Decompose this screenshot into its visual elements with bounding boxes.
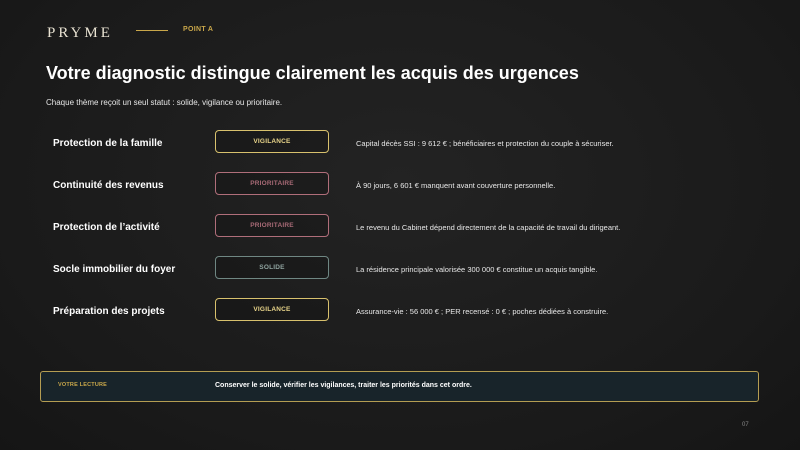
status-badge: VIGILANCE <box>215 130 329 153</box>
diagnostic-row <box>0 256 800 286</box>
row-description: À 90 jours, 6 601 € manquent avant couverture personnelle. <box>356 181 556 190</box>
section-label: POINT A <box>183 26 214 33</box>
page-subtitle: Chaque thème reçoit un seul statut : solide, vigilance ou prioritaire. <box>46 98 283 107</box>
row-description: Assurance-vie : 56 000 € ; PER recensé : 0 € ; poches dédiées à construire. <box>356 307 609 316</box>
row-theme: Préparation des projets <box>53 306 165 317</box>
section-divider <box>136 30 168 31</box>
status-badge: PRIORITAIRE <box>215 172 329 195</box>
page-title: Votre diagnostic distingue clairement les acquis des urgences <box>46 63 579 83</box>
reading-text: Conserver le solide, vérifier les vigilances, traiter les priorités dans cet ordre. <box>215 382 472 389</box>
diagnostic-row <box>0 172 800 202</box>
brand-logo: PRYME <box>47 25 113 41</box>
diagnostic-row <box>0 298 800 328</box>
status-badge: VIGILANCE <box>215 298 329 321</box>
row-description: La résidence principale valorisée 300 000 € constitue un acquis tangible. <box>356 265 598 274</box>
row-theme: Protection de la famille <box>53 138 163 149</box>
diagnostic-row <box>0 130 800 160</box>
reading-callout <box>40 371 759 402</box>
diagnostic-row <box>0 214 800 244</box>
status-badge: SOLIDE <box>215 256 329 279</box>
reading-label: VOTRE LECTURE <box>58 382 108 388</box>
row-description: Le revenu du Cabinet dépend directement de la capacité de travail du dirigeant. <box>356 223 621 232</box>
status-badge: PRIORITAIRE <box>215 214 329 237</box>
row-theme: Protection de l’activité <box>53 222 160 233</box>
row-theme: Continuité des revenus <box>53 180 164 191</box>
page-number: 07 <box>742 422 749 428</box>
row-description: Capital décès SSI : 9 612 € ; bénéficiaires et protection du couple à sécuriser. <box>356 139 614 148</box>
row-theme: Socle immobilier du foyer <box>53 264 176 275</box>
